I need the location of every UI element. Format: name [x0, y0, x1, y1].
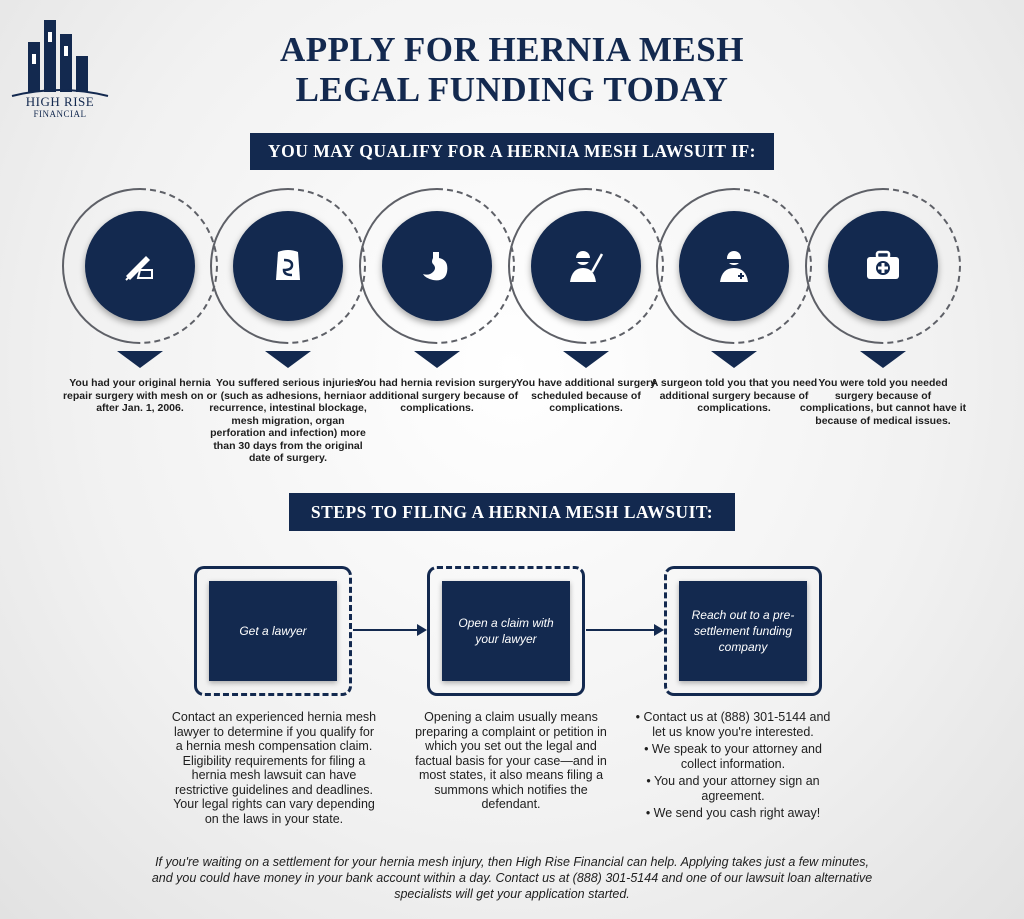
step-box-3: Reach out to a pre-settlement funding company	[679, 581, 807, 681]
criteria-arrow	[265, 351, 311, 368]
step-box-2: Open a claim with your lawyer	[442, 581, 570, 681]
logo	[10, 12, 110, 122]
pen-contract-icon	[120, 246, 160, 286]
criteria-text: You have additional surgery scheduled because of complications.	[516, 377, 656, 414]
step-connector-2	[586, 629, 662, 631]
first-aid-kit-icon	[863, 246, 903, 286]
criteria-icon-disc	[531, 211, 641, 321]
criteria-icon-disc	[233, 211, 343, 321]
step-bullet: • You and your attorney sign an agreement.	[646, 774, 820, 803]
criteria-icon-disc	[679, 211, 789, 321]
stomach-icon	[417, 246, 457, 286]
step-bullet: • We speak to your attorney and collect information.	[644, 742, 822, 771]
skyline-logo-icon	[26, 12, 96, 92]
criteria-text: You had your original hernia repair surgery with mesh on or after Jan. 1, 2006.	[62, 377, 218, 414]
criteria-arrow	[711, 351, 757, 368]
step-connector-1	[353, 629, 425, 631]
step-description-1: Contact an experienced hernia mesh lawyer to determine if you qualify for a hernia mesh compensation claim. Eligibility requirements for filing a hernia mesh lawsuit can have restrictive guidelines and deadlines. Your legal rights can vary depending on the laws in your state.	[171, 710, 377, 826]
step-description-3	[628, 710, 838, 824]
logo-brand-name: HIGH RISE	[25, 94, 95, 109]
step-bullet: • Contact us at (888) 301-5144 and let us know you're interested.	[635, 710, 831, 739]
criteria-text: You had hernia revision surgery or additional surgery because of complications.	[355, 377, 519, 414]
doctor-icon	[714, 246, 754, 286]
criteria-icon-disc	[382, 211, 492, 321]
page-title	[200, 30, 824, 110]
criteria-arrow	[860, 351, 906, 368]
criteria-arrow	[414, 351, 460, 368]
criteria-text: You suffered serious injuries (such as adhesions, hernia recurrence, intestinal blockage, mesh migration, organ perforation and infection) more than 30 days from the original date of surgery.	[209, 377, 367, 464]
page-title-line-2: LEGAL FUNDING TODAY	[295, 70, 729, 109]
logo-brand-sub: FINANCIAL	[33, 109, 87, 119]
qualify-heading: YOU MAY QUALIFY FOR A HERNIA MESH LAWSUIT IF:	[250, 133, 774, 170]
step-bullet: • We send you cash right away!	[645, 806, 821, 820]
surgeon-scalpel-icon	[566, 246, 606, 286]
criteria-arrow	[117, 351, 163, 368]
step-box-1: Get a lawyer	[209, 581, 337, 681]
criteria-text: You were told you needed surgery because of complications, but cannot have it because of medical issues.	[799, 377, 967, 427]
footer-text: If you're waiting on a settlement for your hernia mesh injury, then High Rise Financial can help. Applying takes just a few minutes, and you could have money in your bank account within a day. Contact us at (888) 301-5144 and one of our lawsuit loan alternative specialists will get your application started.	[151, 855, 873, 901]
steps-heading: STEPS TO FILING A HERNIA MESH LAWSUIT:	[289, 493, 735, 531]
page-title-line-1: APPLY FOR HERNIA MESH	[280, 30, 744, 69]
criteria-icon-disc	[85, 211, 195, 321]
criteria-text: A surgeon told you that you need additional surgery because of complications.	[650, 377, 818, 414]
criteria-icon-disc	[828, 211, 938, 321]
step-description-2: Opening a claim usually means preparing a complaint or petition in which you set out the legal and factual basis for your case—and in most states, it also means filing a summons which notifies the defendant.	[415, 710, 607, 811]
torso-intestine-icon	[268, 246, 308, 286]
criteria-arrow	[563, 351, 609, 368]
